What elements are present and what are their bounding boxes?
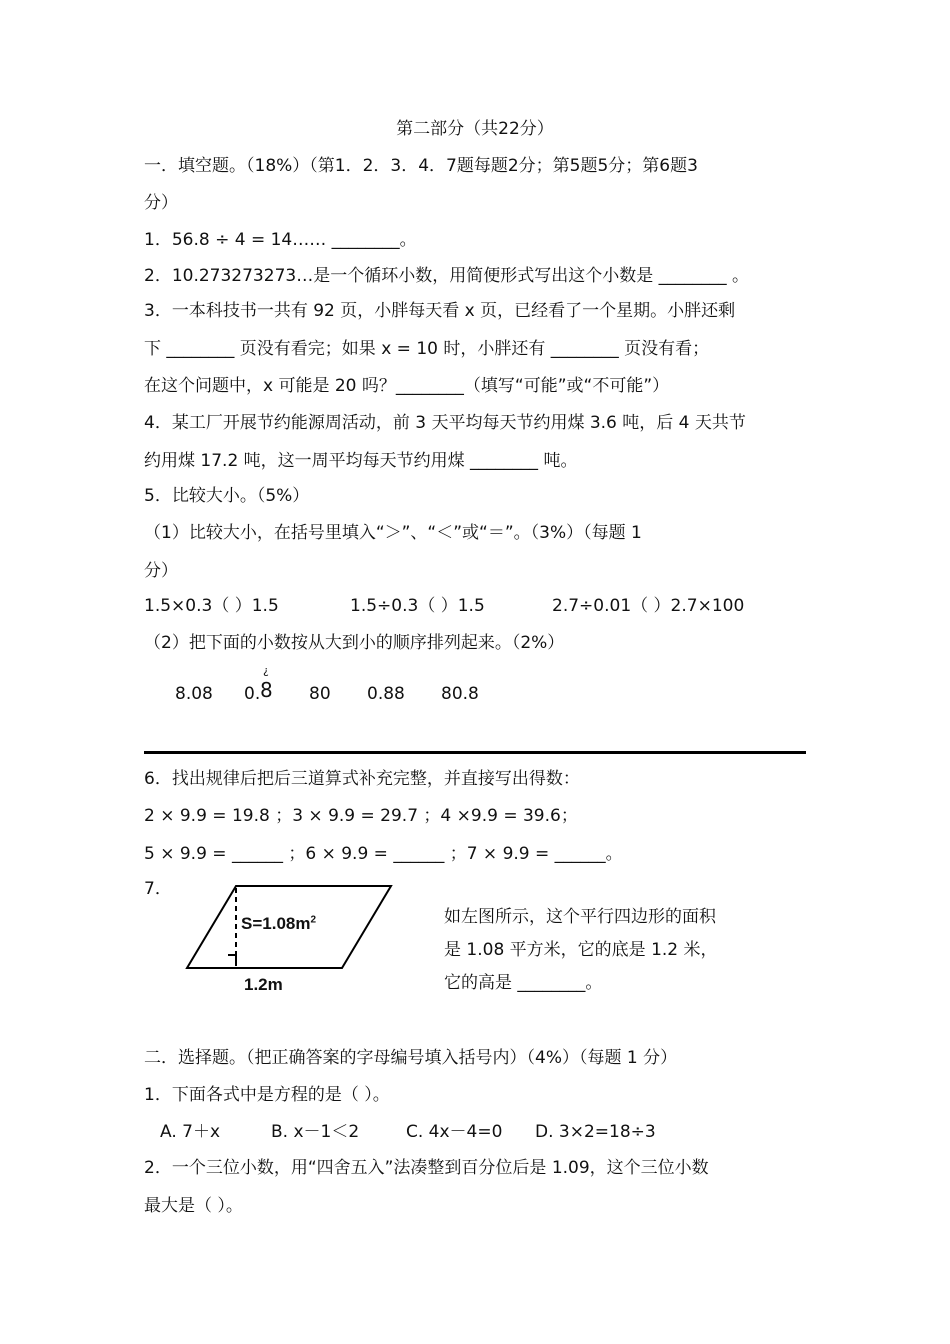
question-3-line3: 在这个问题中，x 可能是 20 吗？________（填写“可能”或“不可能”） — [144, 376, 670, 396]
question-7-text-line1: 如左图所示，这个平行四边形的面积 — [444, 907, 716, 927]
question-6-title: 6．找出规律后把后三道算式补充完整，并直接写出得数： — [144, 769, 580, 789]
option-a: A. 7＋x — [160, 1122, 221, 1142]
question-5-sub1: （1）比较大小，在括号里填入“＞”、“＜”或“＝”。（3%）（每题 1 — [144, 523, 642, 543]
question-5-sub1-cont: 分） — [144, 561, 178, 581]
question-1: 1．56.8 ÷ 4 = 14…… ________。 — [144, 230, 417, 250]
decimal-item: 8.08 — [175, 684, 213, 704]
section2-heading: 二．选择题。（把正确答案的字母编号填入括号内）（4%）（每题 1 分） — [144, 1048, 678, 1068]
compare-item: 2.7÷0.01（ ）2.7×100 — [552, 596, 745, 616]
page-title: 第二部分（共22分） — [396, 119, 554, 139]
area-label-exponent: 2 — [310, 914, 317, 926]
option-d: D. 3×2=18÷3 — [535, 1122, 656, 1142]
question-7-text-line2: 是 1.08 平方米，它的底是 1.2 米， — [444, 940, 718, 960]
choice-question-2-line2: 最大是（ ）。 — [144, 1196, 243, 1216]
question-5-title: 5．比较大小。（5%） — [144, 486, 310, 506]
question-6-line2: 5 × 9.9 = ______ ；6 × 9.9 = ______ ；7 × 9.9 = ______。 — [144, 844, 623, 864]
question-2: 2．10.273273273…是一个循环小数，用简便形式写出这个小数是 ________ 。 — [144, 266, 750, 286]
choice-question-1: 1．下面各式中是方程的是（ ）。 — [144, 1085, 390, 1105]
option-c: C. 4x－4=0 — [406, 1122, 503, 1142]
decimal-item: 0.88 — [367, 684, 405, 704]
question-4-line2: 约用煤 17.2 吨，这一周平均每天节约用煤 ________ 吨。 — [144, 451, 578, 471]
decimal-item: 80 — [309, 684, 331, 704]
repeating-digit: 8 — [260, 678, 273, 702]
question-3-line2: 下 ________ 页没有看完；如果 x = 10 时，小胖还有 ________ 页没有看； — [144, 339, 710, 359]
compare-item: 1.5×0.3（ ）1.5 — [144, 596, 279, 616]
question-6-line1: 2 × 9.9 = 19.8 ；3 × 9.9 = 29.7 ；4 ×9.9 = 39.6； — [144, 806, 578, 826]
right-angle-mark — [228, 955, 236, 966]
choice-question-2-line1: 2．一个三位小数，用“四舍五入”法凑整到百分位后是 1.09，这个三位小数 — [144, 1158, 709, 1178]
section1-heading-cont: 分） — [144, 193, 178, 213]
decimal-item: 0. — [244, 684, 261, 704]
area-label: $S=1.08m^2$ — [241, 914, 317, 933]
base-label: 1.2m — [244, 975, 283, 994]
decimal-item: 80.8 — [441, 684, 479, 704]
option-b: B. x－1＜2 — [271, 1122, 360, 1142]
question-4-line1: 4．某工厂开展节约能源周活动，前 3 天平均每天节约用煤 3.6 吨，后 4 天共节 — [144, 413, 746, 433]
question-7-text-line3: 它的高是 ________。 — [444, 973, 603, 993]
question-5-sub2: （2）把下面的小数按从大到小的顺序排列起来。（2%） — [144, 633, 565, 653]
options-row — [0, 1121, 950, 1143]
repeating-dot-mark: ¿ — [263, 664, 269, 677]
question-7-label: 7． — [144, 879, 172, 899]
question-3-line1: 3．一本科技书一共有 92 页，小胖每天看 x 页，已经看了一个星期。小胖还剩 — [144, 301, 736, 321]
section1-heading: 一．填空题。（18%）（第1．2．3．4．7题每题2分；第5题5分；第6题3 — [144, 156, 698, 176]
compare-item: 1.5÷0.3（ ）1.5 — [350, 596, 485, 616]
